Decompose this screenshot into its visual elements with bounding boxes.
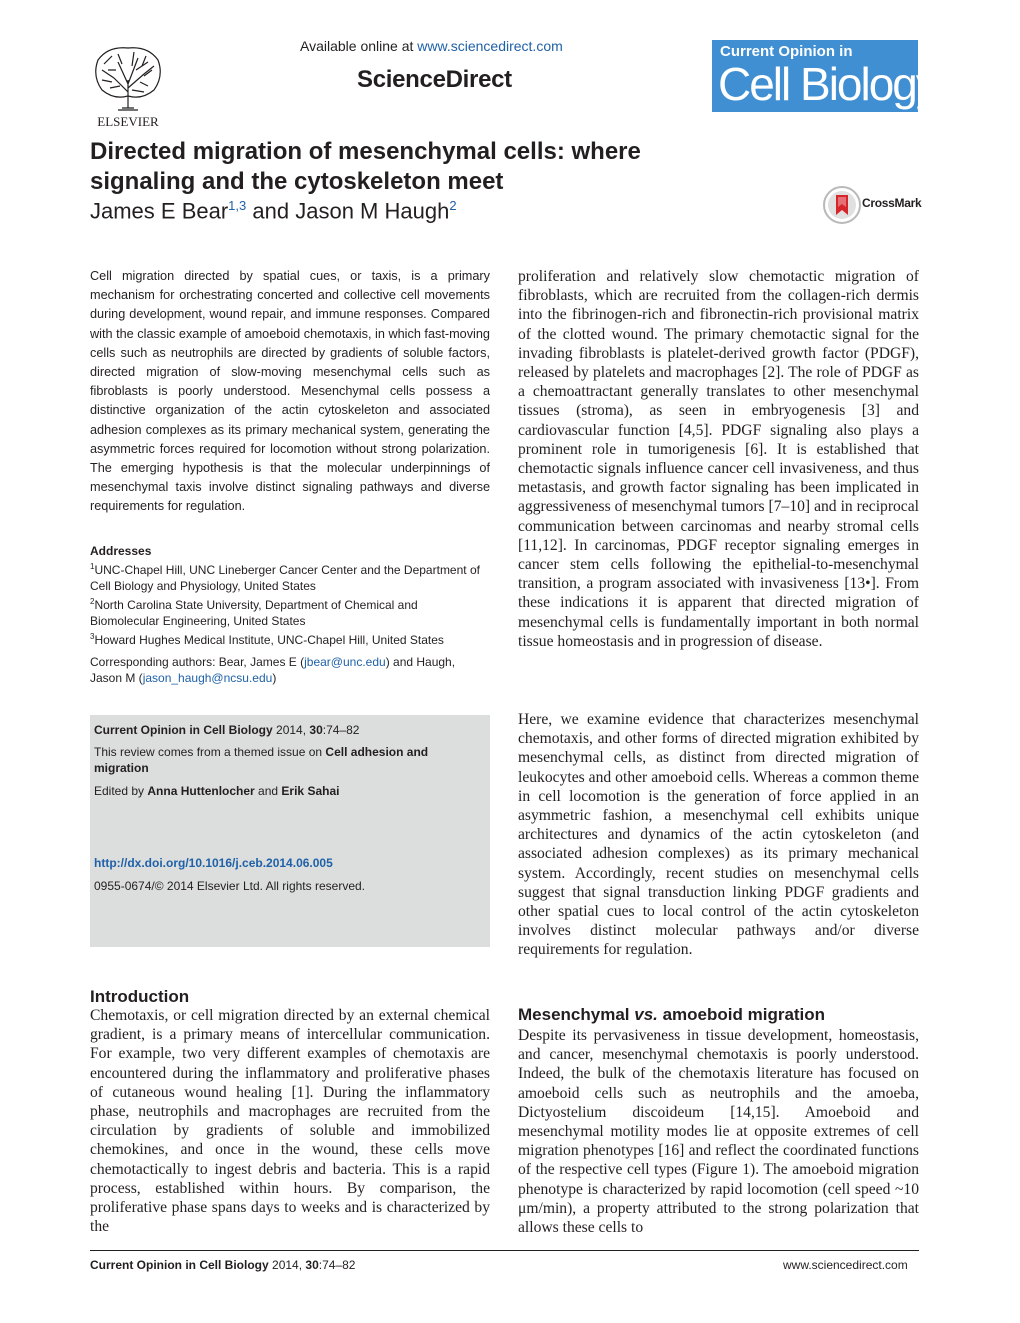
email-link-haugh[interactable]: jason_haugh@ncsu.edu bbox=[142, 671, 273, 685]
body-paragraph-1: proliferation and relatively slow chemotactic migration of fibroblasts, which are recruited from the collagen-rich dermis into the fibrinogen-rich and fibronectin-rich provisional matrix of the clotted wound. The primary chemotactic signal for the invading fibroblasts is platelet-derived growth factor (PDGF), released by platelets and macrophages [2]. The role of PDGF as a chemoattractant generally translates to other mesenchymal tissues (stroma), as seen in embryogenesis [3] and cardiovascular function [4,5]. PDGF signaling also plays a prominent role in tumorigenesis [6]. It is established that chemotactic signals influence cancer cell invasiveness, and thus metastasis, and growth factor signaling has been implicated in aggressiveness of mesenchymal tumors [7–10] and in reciprocal communication between carcinomas and nearby stromal cells [11,12]. In carcinomas, PDGF receptor signaling emerges in cancer stem cells following the epithelial-to-mesenchymal transition, a program associated with invasiveness [13•]. From these indications it is apparent that directed migration of mesenchymal cells is fundamentally important in both normal tissue homeostasis and in progression of disease. bbox=[518, 268, 919, 650]
article-info-box bbox=[90, 715, 490, 947]
infobox-doi bbox=[94, 855, 484, 871]
publisher-name: ELSEVIER bbox=[97, 114, 159, 129]
address-item: $^3$Howard Hughes Medical Institute, UNC-Chapel Hill, United States bbox=[90, 632, 444, 647]
sciencedirect-link[interactable]: www.sciencedirect.com bbox=[417, 38, 563, 54]
journal-badge bbox=[712, 40, 937, 112]
section-heading-mesenchymal: Mesenchymal vs. amoeboid migration bbox=[518, 1005, 826, 1024]
infobox-editors: Edited by Anna Huttenlocher and Erik Sahai bbox=[94, 784, 340, 798]
body-paragraph-3: Despite its pervasiveness in tissue development, homeostasis, and cancer, mesenchymal chemotaxis is poorly understood. Indeed, the bulk of the chemotaxis literature has focused on amoeboid cells such as neutrophils and the amoeba, Dictyostelium discoideum [14,15]. Amoeboid and mesenchymal motility modes lie at opposite extremes of cell migration phenotypes [16] and reflect the coordinated functions of the respective cell types (Figure 1). The amoeboid migration phenotype is characterized by rapid locomotion (cell speed ~10 μm/min), a property attributed to the strong polarization that allows these cells to bbox=[518, 1027, 919, 1237]
available-online-line bbox=[300, 38, 563, 54]
author-1-affiliation[interactable]: 1,3 bbox=[228, 198, 247, 213]
crossmark-label: CrossMark bbox=[862, 196, 922, 210]
infobox-themed-issue: This review comes from a themed issue on Cell adhesion and migration bbox=[94, 745, 429, 775]
doi-link[interactable]: http://dx.doi.org/10.1016/j.ceb.2014.06.005 bbox=[94, 856, 333, 870]
body-paragraph-2: Here, we examine evidence that characterizes mesenchymal chemotaxis, and other forms of directed migration exhibited by mesenchymal cells, as distinct from directed migration of leukocytes and other amoeboid cells. Whereas a common theme in cell locomotion is the generation of force applied in an asymmetric fashion, a mesenchymal cell exhibits unique architectures and dynamics of the actin cytoskeleton (and associated adhesion complexes) as its primary mechanical system. Accordingly, recent studies on mesenchymal cells suggest that signal transduction linking PDGF gradients and other spatial cues to local control of the actin cytoskeleton involves distinct molecular pathways and/or diverse requirements for regulation. bbox=[518, 711, 919, 959]
author-2-affiliation[interactable]: 2 bbox=[449, 198, 457, 213]
infobox-citation: Current Opinion in Cell Biology 2014, 30:74–82 bbox=[94, 723, 360, 737]
author-and: and bbox=[252, 198, 290, 224]
address-item: $^2$North Carolina State University, Department of Chemical and Biomolecular Engineering, United States bbox=[90, 597, 418, 628]
article-title: Directed migration of mesenchymal cells: where signaling and the cytoskeleton meet bbox=[90, 138, 641, 195]
addresses bbox=[90, 543, 490, 648]
journal-badge-line2: Cell Biology bbox=[718, 58, 937, 110]
addresses-heading: Addresses bbox=[90, 544, 152, 558]
author-line bbox=[90, 198, 457, 224]
introduction-heading: Introduction bbox=[90, 987, 190, 1006]
available-prefix: Available online at bbox=[300, 38, 418, 54]
journal-badge-line1: Current Opinion in bbox=[720, 43, 853, 60]
address-item: $^1$UNC-Chapel Hill, UNC Lineberger Cancer Center and the Department of Cell Biology and Physiology, United States bbox=[90, 562, 480, 593]
crossmark-badge[interactable] bbox=[822, 185, 922, 230]
footer-divider bbox=[90, 1250, 919, 1251]
footer-citation: Current Opinion in Cell Biology 2014, 30:74–82 bbox=[90, 1258, 356, 1272]
author-1: James E Bear bbox=[90, 198, 229, 224]
crossmark-icon bbox=[822, 185, 862, 225]
author-2: Jason M Haugh bbox=[295, 198, 450, 224]
corresponding-authors: Corresponding authors: Bear, James E (jbear@unc.edu) and Haugh, Jason M (jason_haugh@ncsu.edu) bbox=[90, 655, 456, 685]
infobox-copyright: 0955-0674/© 2014 Elsevier Ltd. All rights reserved. bbox=[94, 879, 365, 893]
abstract: Cell migration directed by spatial cues, or taxis, is a primary mechanism for orchestrating concerted and collective cell movements during development, wound repair, and immune responses. Compared with the classic example of amoeboid chemotaxis, in which fast-moving cells such as neutrophils are directed by gradients of soluble factors, directed migration of slow-moving mesenchymal cells such as fibroblasts is poorly understood. Mesenchymal cells possess a distinctive organization of the actin cytoskeleton and associated adhesion complexes as its primary mechanical system, generating the asymmetric forces required for locomotion without strong polarization. The emerging hypothesis is that the molecular underpinnings of mesenchymal taxis involve distinct signaling pathways and diverse requirements for regulation. bbox=[90, 269, 490, 514]
footer-url[interactable]: www.sciencedirect.com bbox=[783, 1258, 908, 1272]
introduction-body: Chemotaxis, or cell migration directed by an external chemical gradient, is a primary means of intercellular communication. For example, two very different examples of chemotaxis are encountered during the inflammatory and proliferative phases of cutaneous wound healing [1]. During the inflammatory phase, neutrophils and macrophages are recruited from the circulation by gradients of soluble and immobilized chemokines, and once in the wound, these cells move chemotactically to ingest debris and bacteria. This is a rapid process, established within hours. By comparison, the proliferative phase spans days to weeks and is characterized by the bbox=[90, 1007, 490, 1236]
email-link-bear[interactable]: jbear@unc.edu bbox=[304, 655, 386, 669]
elsevier-logo bbox=[88, 40, 168, 130]
sciencedirect-wordmark: ScienceDirect bbox=[357, 66, 512, 93]
